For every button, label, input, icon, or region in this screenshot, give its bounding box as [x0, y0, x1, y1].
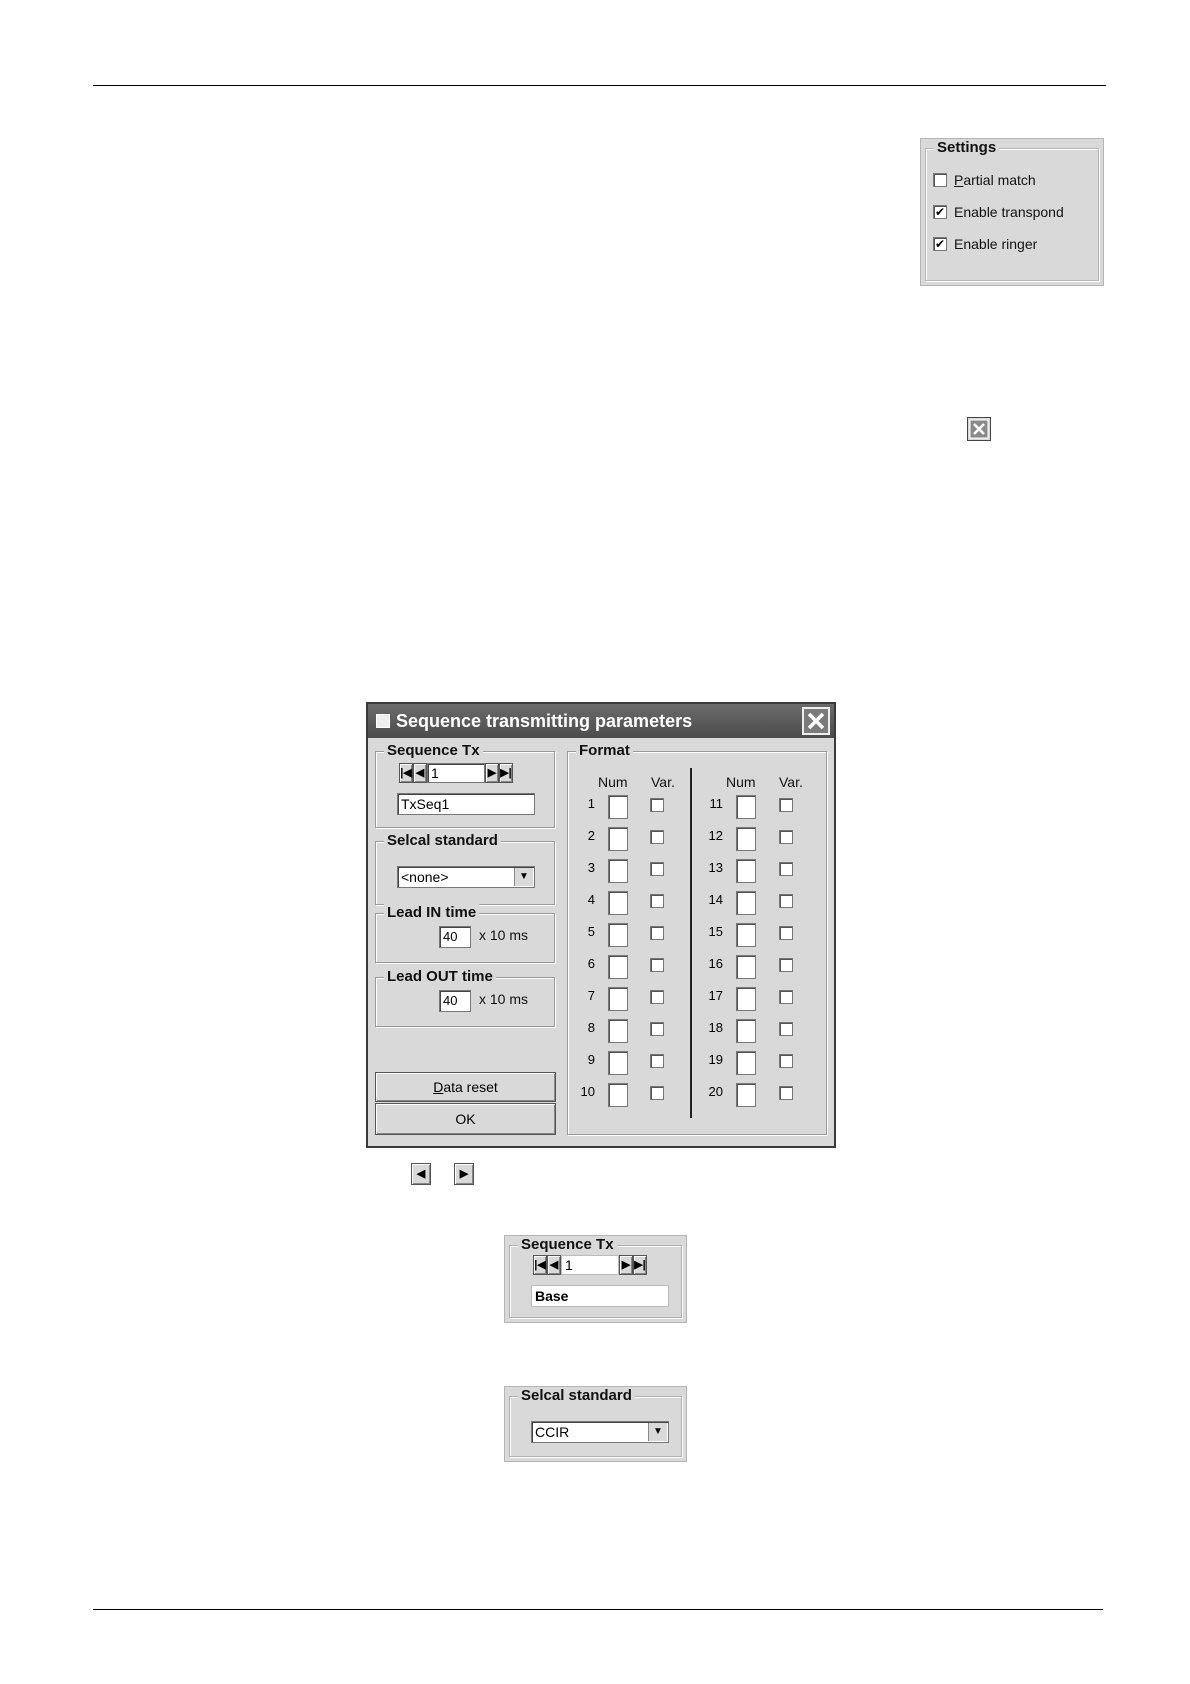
format-var-checkbox[interactable] — [779, 894, 793, 908]
last-record-button[interactable]: ▶| — [499, 763, 513, 783]
format-num-field[interactable] — [736, 1051, 756, 1075]
header-rule — [93, 85, 1106, 86]
format-num-field[interactable] — [736, 955, 756, 979]
format-var-checkbox[interactable] — [650, 926, 664, 940]
first-record-button[interactable]: |◀ — [399, 763, 413, 783]
snippet-selcal-dropdown[interactable] — [531, 1421, 669, 1443]
prev-record-button: ◀ — [411, 1163, 431, 1185]
data-reset-accel: D — [433, 1079, 444, 1095]
format-row-label: 15 — [708, 924, 723, 939]
snippet-selcal-title: Selcal standard — [518, 1387, 635, 1404]
format-num-field[interactable] — [736, 795, 756, 819]
sequence-dialog — [366, 702, 836, 1148]
next-record-button[interactable]: ▶ — [485, 763, 499, 783]
chevron-down-icon[interactable]: ▼ — [648, 1423, 667, 1441]
format-title: Format — [576, 742, 633, 759]
lead-out-unit: x 10 ms — [479, 991, 529, 1007]
format-num-field[interactable] — [608, 859, 628, 883]
next-record-button: ▶ — [454, 1163, 474, 1185]
var-header-right: Var. — [779, 774, 803, 790]
format-row-label: 3 — [587, 860, 595, 875]
format-row-label: 4 — [587, 892, 595, 907]
prev-record-button[interactable]: ◀ — [413, 763, 427, 783]
format-num-field[interactable] — [736, 1019, 756, 1043]
snippet-sequence-group — [509, 1236, 682, 1318]
format-row-label: 10 — [580, 1084, 595, 1099]
settings-label-1 — [954, 204, 1064, 220]
format-num-field[interactable] — [608, 1083, 628, 1107]
format-num-field[interactable] — [608, 795, 628, 819]
settings-checkbox-0[interactable] — [933, 173, 947, 187]
footer-rule — [93, 1609, 1103, 1610]
next-record-button[interactable]: ▶ — [619, 1255, 633, 1275]
settings-checkbox-2[interactable]: ✔ — [934, 237, 946, 251]
dialog-titlebar — [368, 704, 834, 738]
format-row-label: 17 — [708, 988, 723, 1003]
selcal-dropdown[interactable] — [397, 866, 535, 888]
snippet-sequence-title: Sequence Tx — [518, 1236, 617, 1253]
format-num-field[interactable] — [736, 1083, 756, 1107]
lead-out-title: Lead OUT time — [384, 968, 496, 985]
format-row-label: 12 — [708, 828, 723, 843]
close-icon — [804, 709, 828, 733]
dialog-close-button[interactable] — [802, 707, 830, 735]
format-var-checkbox[interactable] — [650, 798, 664, 812]
lead-out-group — [375, 968, 555, 1027]
format-row-label: 8 — [587, 1020, 595, 1035]
format-var-checkbox[interactable] — [779, 926, 793, 940]
last-record-button[interactable]: ▶| — [633, 1255, 647, 1275]
num-header-right: Num — [726, 774, 756, 790]
format-num-field[interactable] — [608, 955, 628, 979]
format-num-field[interactable] — [608, 1051, 628, 1075]
lead-out-field[interactable]: 40 — [439, 990, 471, 1012]
format-var-checkbox[interactable] — [779, 1022, 793, 1036]
format-var-checkbox[interactable] — [650, 894, 664, 908]
format-var-checkbox[interactable] — [779, 1086, 793, 1100]
sequence-tx-group — [375, 742, 555, 828]
format-var-checkbox[interactable] — [650, 1022, 664, 1036]
dialog-title: Sequence transmitting parameters — [396, 711, 693, 731]
snippet-selcal-panel — [504, 1386, 687, 1462]
format-num-field[interactable] — [608, 987, 628, 1011]
format-row-label: 2 — [587, 828, 595, 843]
sequence-tx-title: Sequence Tx — [384, 742, 483, 759]
format-var-checkbox[interactable] — [779, 798, 793, 812]
lead-in-title: Lead IN time — [384, 904, 479, 921]
selcal-title: Selcal standard — [384, 832, 501, 849]
sequence-index-field[interactable]: 1 — [427, 763, 485, 783]
data-reset-label: ata reset — [443, 1079, 498, 1095]
settings-checkbox-1[interactable]: ✔ — [934, 205, 946, 219]
lead-in-field[interactable]: 40 — [439, 926, 471, 948]
format-row-label: 5 — [587, 924, 595, 939]
prev-record-button[interactable]: ◀ — [547, 1255, 561, 1275]
selcal-group — [375, 832, 555, 905]
format-num-field[interactable] — [608, 827, 628, 851]
settings-label-2 — [954, 236, 1037, 252]
format-num-field[interactable] — [608, 923, 628, 947]
format-var-checkbox[interactable] — [650, 862, 664, 876]
format-num-field[interactable] — [736, 891, 756, 915]
format-num-field[interactable] — [736, 827, 756, 851]
format-row-label: 13 — [708, 860, 723, 875]
format-var-checkbox[interactable] — [779, 990, 793, 1004]
format-num-field[interactable] — [736, 987, 756, 1011]
lead-in-group — [375, 904, 555, 963]
format-var-checkbox[interactable] — [650, 830, 664, 844]
settings-label-0 — [954, 172, 1036, 188]
format-row-label: 14 — [708, 892, 723, 907]
ok-button[interactable]: OK — [375, 1103, 556, 1135]
format-var-checkbox[interactable] — [779, 830, 793, 844]
format-num-field[interactable] — [608, 891, 628, 915]
settings-label-text: Enable ringer — [954, 236, 1038, 252]
snippet-name-field[interactable]: Base — [531, 1285, 669, 1307]
snippet-selcal-group — [509, 1387, 682, 1457]
close-icon — [967, 417, 991, 441]
first-record-button[interactable]: |◀ — [533, 1255, 547, 1275]
format-group — [567, 742, 827, 1135]
format-row-label: 6 — [587, 956, 595, 971]
format-var-checkbox[interactable] — [779, 958, 793, 972]
format-var-checkbox[interactable] — [779, 862, 793, 876]
format-num-field[interactable] — [608, 1019, 628, 1043]
format-num-field[interactable] — [736, 923, 756, 947]
snippet-sequence-panel — [504, 1235, 687, 1323]
snippet-selcal-value: CCIR — [535, 1424, 570, 1440]
format-var-checkbox[interactable] — [779, 1054, 793, 1068]
settings-panel — [920, 138, 1104, 286]
format-row-label: 20 — [708, 1084, 723, 1099]
app-icon — [376, 714, 390, 728]
format-var-checkbox[interactable] — [650, 990, 664, 1004]
format-row-label: 16 — [708, 956, 723, 971]
data-reset-button[interactable] — [375, 1072, 556, 1102]
var-header-left: Var. — [651, 774, 675, 790]
format-row-label: 1 — [587, 796, 595, 811]
settings-label-accel: P — [954, 172, 964, 188]
lead-in-unit: x 10 ms — [479, 927, 529, 943]
format-var-checkbox[interactable] — [650, 1086, 664, 1100]
settings-title: Settings — [934, 139, 999, 156]
format-var-checkbox[interactable] — [650, 958, 664, 972]
format-row-label: 11 — [709, 796, 723, 811]
format-row-label: 18 — [708, 1020, 723, 1035]
num-header-left: Num — [598, 774, 628, 790]
selcal-value: <none> — [401, 869, 449, 885]
snippet-index-field[interactable]: 1 — [561, 1255, 619, 1275]
format-row-label: 9 — [587, 1052, 595, 1067]
settings-label-text: Enable transpond — [954, 204, 1064, 220]
format-row-label: 7 — [587, 988, 595, 1003]
format-num-field[interactable] — [736, 859, 756, 883]
format-var-checkbox[interactable] — [650, 1054, 664, 1068]
column-divider — [690, 768, 692, 1118]
chevron-down-icon[interactable]: ▼ — [514, 868, 533, 886]
format-row-label: 19 — [708, 1052, 723, 1067]
settings-label-text: artial match — [963, 172, 1036, 188]
sequence-name-field[interactable]: TxSeq1 — [397, 793, 535, 815]
